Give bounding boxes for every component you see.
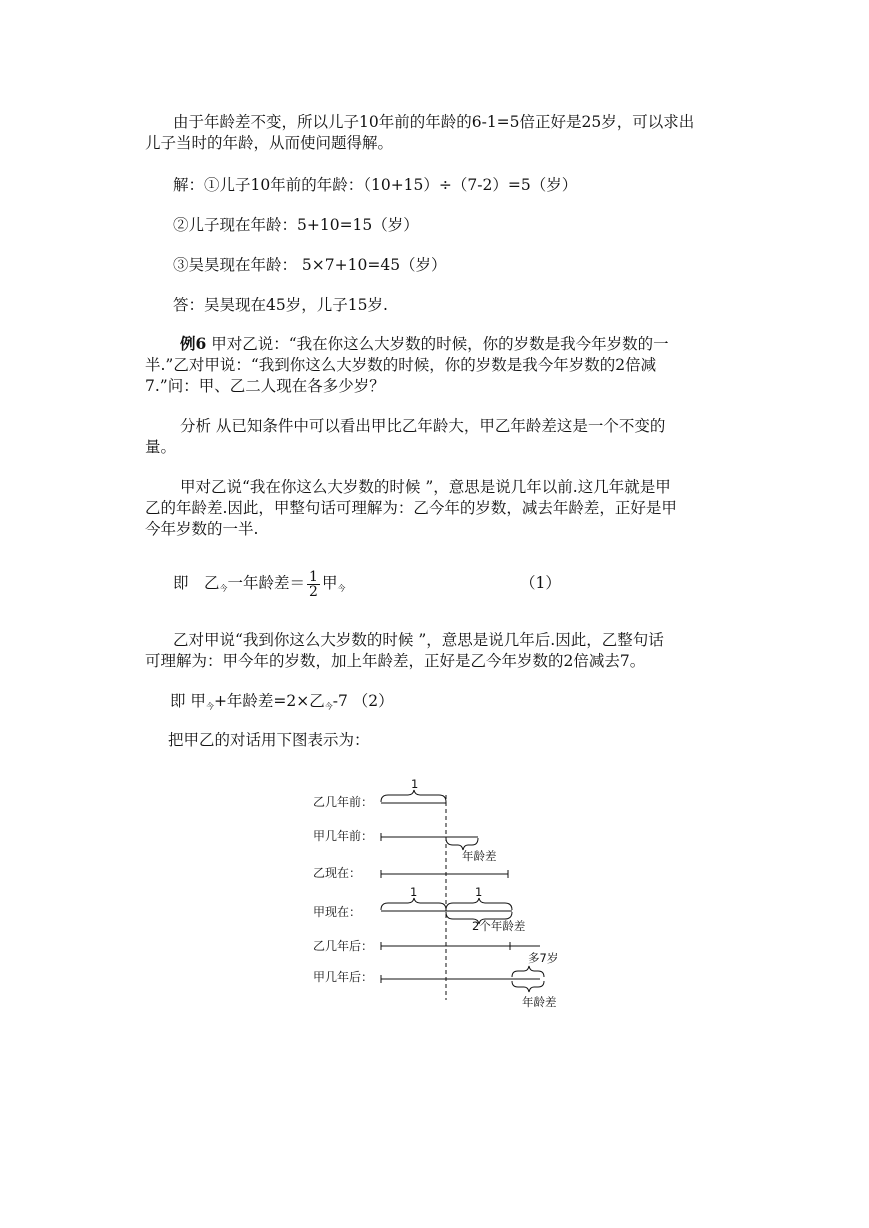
para1-line2: 儿子当时的年龄，从而使问题得解。 — [145, 134, 394, 152]
example6-line1-text: 甲对乙说：“我在你这么大岁数的时候，你的岁数是我今年岁数的一 — [206, 335, 669, 353]
eq1-tag: （1） — [520, 574, 561, 592]
diagram-brace-seven-more — [512, 966, 544, 977]
diagram-seven-more: 多7岁 — [528, 951, 559, 965]
analysis-line1: 分析 从已知条件中可以看出甲比乙年龄大，甲乙年龄差这是一个不变的 — [180, 417, 666, 435]
solution-step1: 解：①儿子10年前的年龄：（10+15）÷（7-2）=5（岁） — [173, 176, 578, 194]
solution-step2: ②儿子现在年龄：5+10=15（岁） — [173, 216, 419, 234]
eq2-sub2: 今 — [324, 702, 333, 711]
para3-line1: 乙对甲说“我到你这么大岁数的时候 ”，意思是说几年后.因此，乙整句话 — [173, 631, 664, 649]
eq1-denominator: 2 — [309, 583, 318, 600]
eq1-sub: 今 — [219, 584, 228, 593]
diagram-label-yi-now: 乙现在： — [313, 866, 362, 880]
eq1-numerator: 1 — [309, 568, 318, 585]
diagram-label-jia-before: 甲几年前： — [313, 829, 374, 843]
diagram-label-jia-after: 甲几年后： — [313, 970, 374, 984]
para3-line2: 可理解为：甲今年的岁数，加上年龄差，正好是乙今年岁数的2倍减去7。 — [145, 652, 646, 670]
diagram-brace-age-diff-2 — [512, 981, 544, 992]
diagram-one-a: 1 — [411, 777, 419, 791]
example6-line2: 半.”乙对甲说：“我到你这么大岁数的时候，你的岁数是我今年岁数的2倍减 — [145, 356, 657, 374]
eq1-prefix: 即 乙 — [173, 574, 220, 592]
diagram-brace-yi-before — [381, 790, 446, 802]
diagram-age-diff-1: 年龄差 — [462, 849, 497, 863]
example6-label: 例6 — [180, 334, 207, 353]
solution-answer: 答：吴昊现在45岁，儿子15岁. — [173, 296, 388, 314]
para2-line2: 乙的年龄差.因此，甲整句话可理解为：乙今年的岁数，减去年龄差，正好是甲 — [145, 499, 677, 517]
eq1-after: 甲 — [321, 574, 338, 592]
eq2-sub: 今 — [205, 702, 214, 711]
analysis-line2: 量。 — [145, 438, 177, 456]
diagram-label-yi-after: 乙几年后： — [313, 939, 374, 953]
diagram-one-c: 1 — [475, 885, 483, 899]
para2-line1: 甲对乙说“我在你这么大岁数的时候 ”，意思是说几年以前.这几年就是甲 — [180, 478, 671, 496]
diagram-label-yi-before: 乙几年前： — [313, 795, 374, 809]
eq2-after: -7 （2） — [332, 692, 394, 710]
diagram-age-diff-2: 年龄差 — [522, 995, 557, 1009]
diagram-one-b: 1 — [410, 885, 418, 899]
solution-step3: ③吴昊现在年龄： 5×7+10=45（岁） — [173, 256, 447, 274]
diagram-brace-jia-now-right — [446, 898, 512, 910]
eq1-middle: 一年龄差＝ — [227, 574, 306, 592]
para1-line1: 由于年龄差不变，所以儿子10年前的年龄的6-1=5倍正好是25岁，可以求出 — [173, 113, 695, 131]
example6-line3: 7.”问：甲、乙二人现在各多少岁？ — [145, 377, 385, 395]
diagram-label-jia-now: 甲现在： — [313, 905, 362, 919]
diagram-intro: 把甲乙的对话用下图表示为： — [168, 731, 370, 749]
para2-line3: 今年岁数的一半. — [145, 520, 259, 538]
eq2-middle: +年龄差=2×乙 — [213, 692, 325, 710]
eq2-prefix: 即 甲 — [170, 692, 206, 710]
diagram-brace-jia-now-left — [381, 898, 446, 910]
eq1-sub2: 今 — [337, 584, 346, 593]
diagram-two-age-diff: 2个年龄差 — [472, 919, 526, 933]
